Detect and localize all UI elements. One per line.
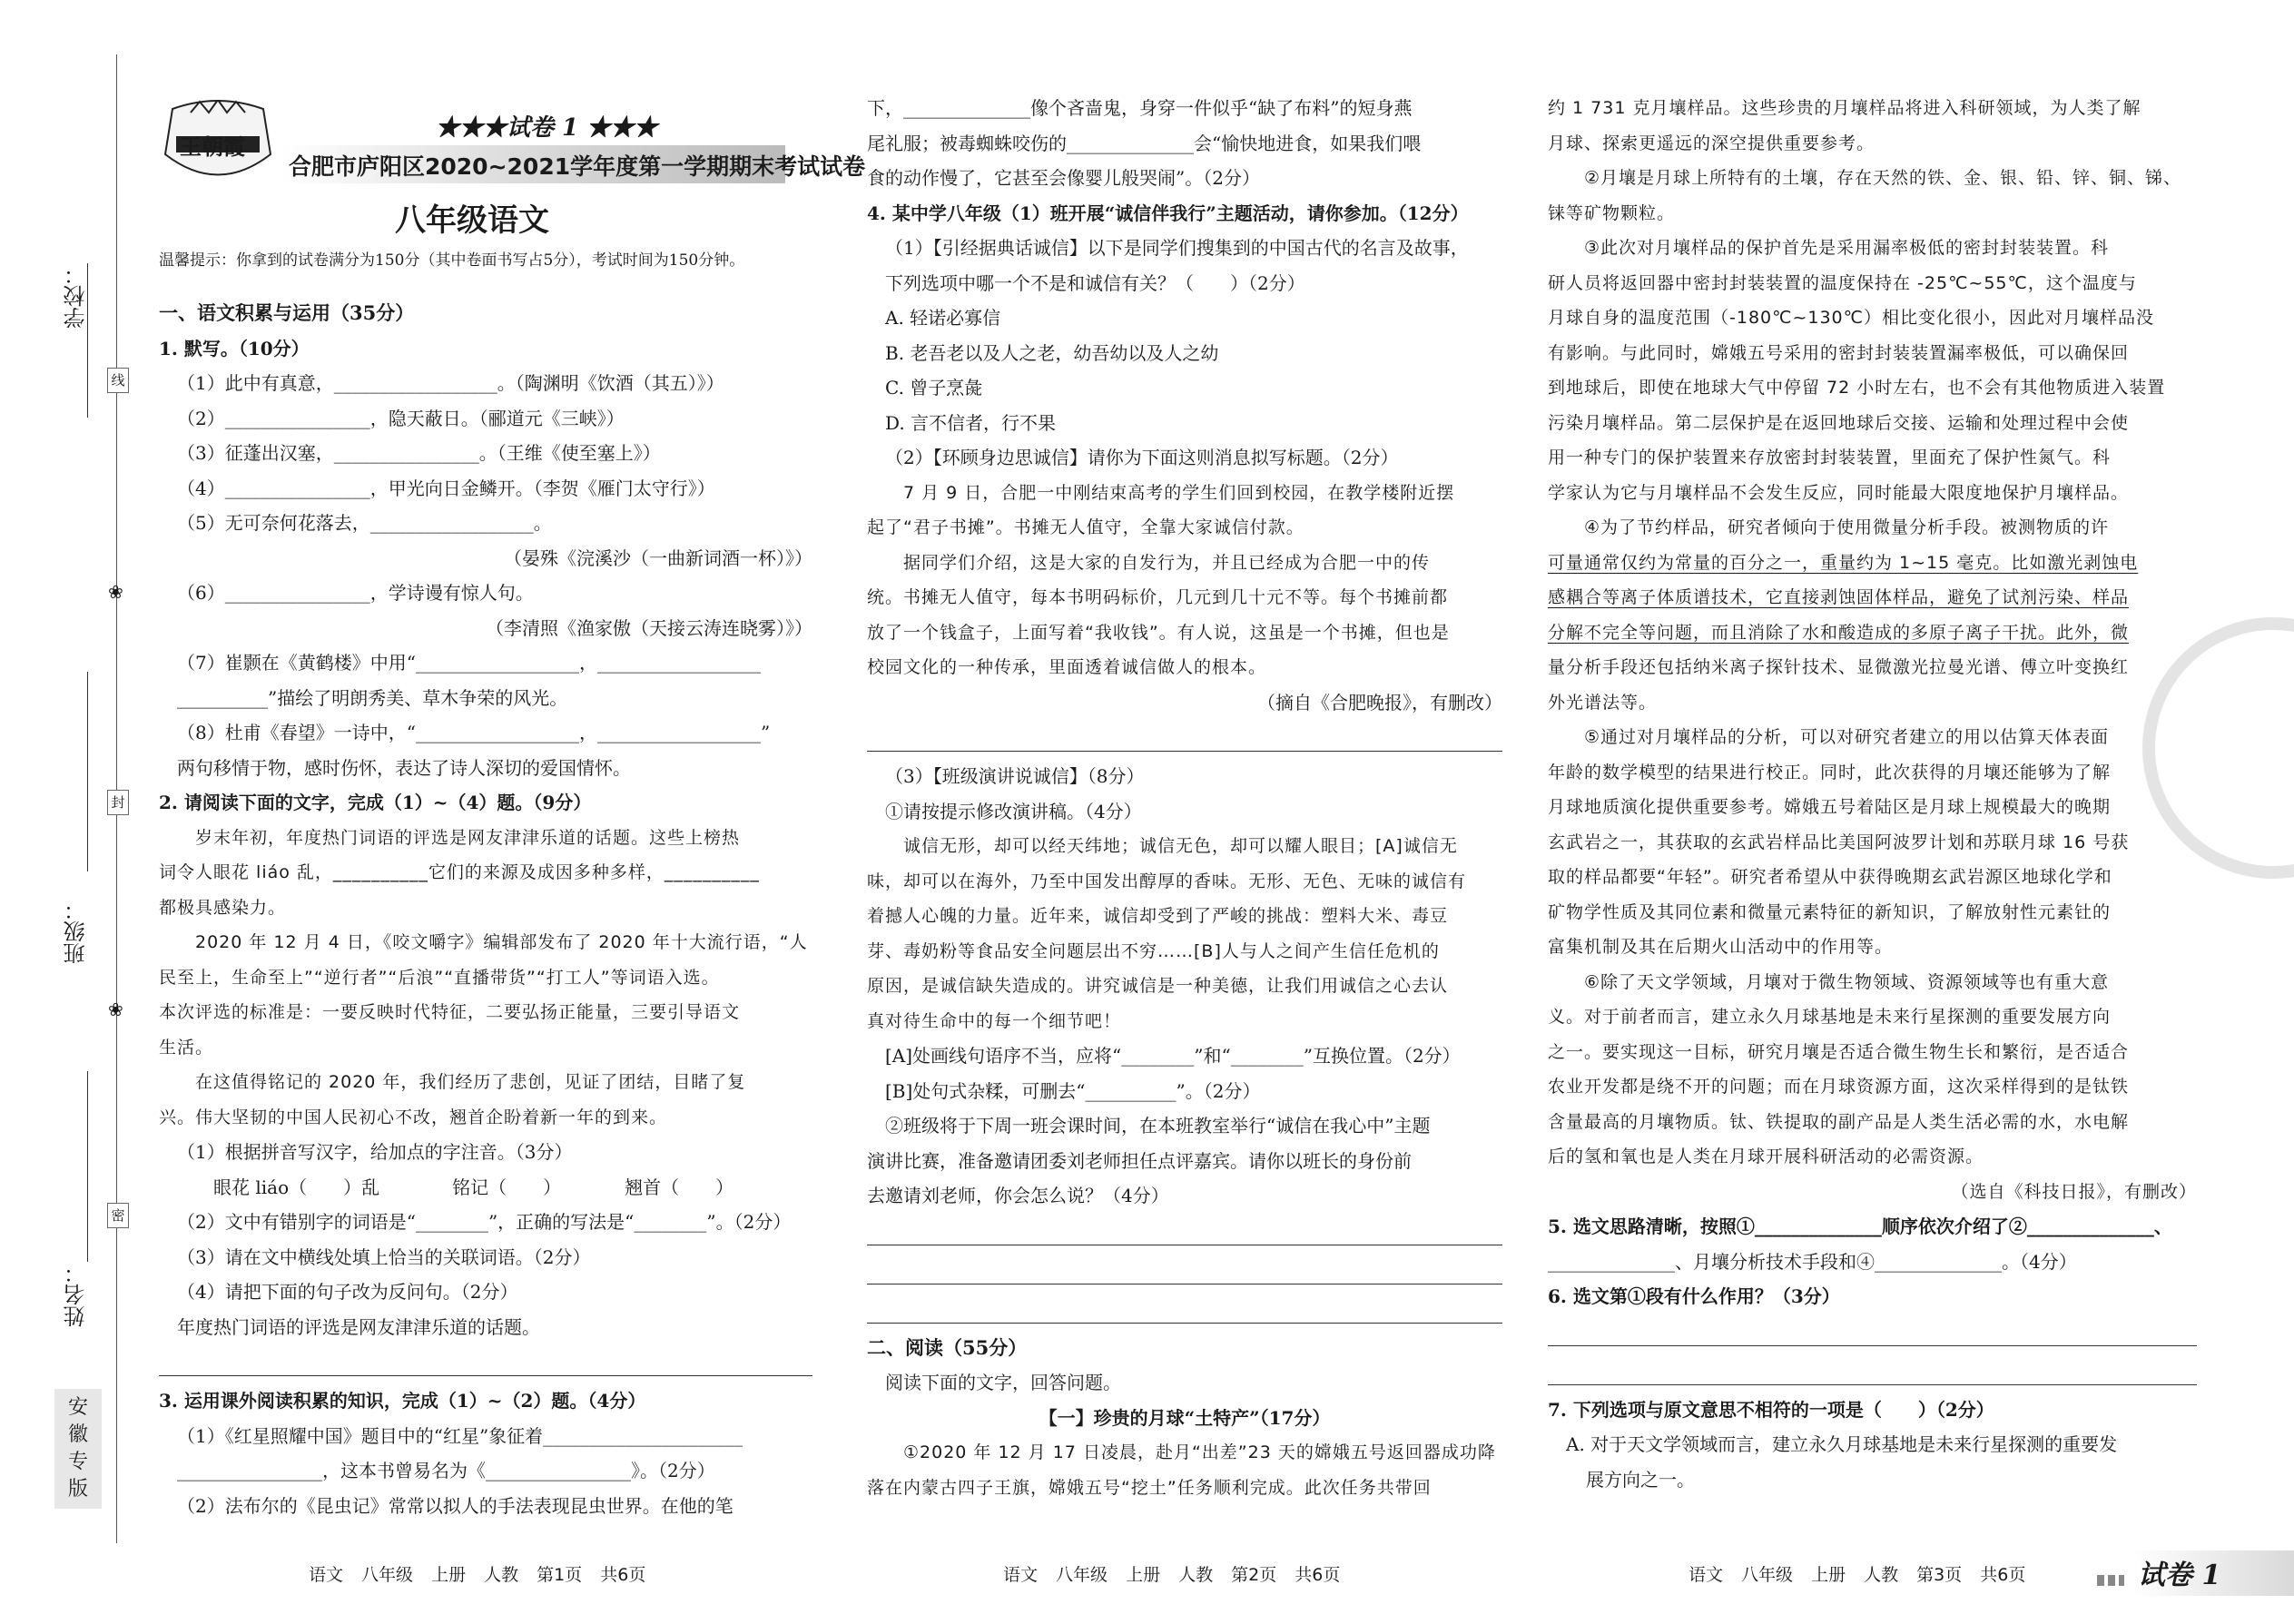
q1-item: （7）崔颢在《黄鹤楼》中用“__________________，__________________ [177, 652, 761, 674]
reading-line: 月球、探索更遥远的深空提供重要参考。 [1548, 133, 1876, 153]
q4-item: （3）【班级演讲说诚信】（8分） [885, 765, 1145, 787]
footer-page-3: 语文 八年级 上册 人教 第3页 共6页 [1689, 1565, 2026, 1585]
badge-char: 专 [67, 1451, 88, 1473]
reading-line: 学家认为它与月壤样品不会发生反应，同时能最大限度地保护月壤样品。 [1548, 482, 2130, 503]
seal-seal-marker: 封 [107, 790, 129, 815]
q1-item: （2）________________，隐天蔽日。（郦道元《三峡》） [177, 407, 625, 429]
marker-squares [2097, 1575, 2124, 1586]
passage-line: 7 月 9 日，合肥一中刚结束高考的学生们回到校园，在教学楼附近摆 [903, 482, 1455, 503]
reading-line: 矿物学性质及其同位素和微量元素特征的新知识，了解放射性元素钍的 [1548, 901, 2112, 922]
q2-item: （2）文中有错别字的词语是“________”，正确的写法是“________”。（2分） [177, 1211, 792, 1233]
passage-source: （摘自《合肥晚报》，有删改） [1257, 691, 1502, 714]
reading-line: 量分析手段还包括纳米离子探针技术、显微激光拉曼光谱、傅立叶变换红 [1548, 657, 2130, 677]
q1-item: （4）________________，甲光向日金鳞开。（李贺《雁门太守行》） [177, 477, 715, 499]
question-2: 2. 请阅读下面的文字，完成（1）~（4）题。（9分） [159, 792, 592, 813]
reading-line: 年龄的数学模型的结果进行校正。同时，此次获得的月壤还能够为了解 [1548, 762, 2112, 782]
q4-item: 去邀请刘老师，你会怎么说？（4分） [867, 1185, 1169, 1206]
q2-item: （3）请在文中横线处填上恰当的关联词语。（2分） [177, 1245, 591, 1268]
q1-item: （6）________________，学诗谩有惊人句。 [177, 582, 534, 604]
reading-line: 后的氢和氧也是人类在月球开展科研活动的必需资源。 [1548, 1147, 1984, 1166]
passage-line: 兴。伟大坚韧的中国人民初心不改，翘首企盼着新一年的到来。 [159, 1107, 668, 1127]
reading-line: 外光谱法等。 [1548, 692, 1658, 713]
q3-item: （2）法布尔的《昆虫记》常常以拟人的手法表现昆虫世界。在他的笔 [177, 1494, 733, 1517]
q4-item: 下列选项中哪一个不是和诚信有关？（ ）（2分） [885, 271, 1305, 294]
class-underline [87, 672, 88, 871]
passage-line: 词令人眼花 liáo 乱，__________它们的来源及成因多种多样，__________ [159, 862, 760, 882]
reading-line: 月球地质演化提供重要参考。嫦娥五号着陆区是月球上规模最大的晚期 [1548, 797, 2112, 817]
speech-line: 味，却可以在海外，乃至中国发出醇厚的香味。无形、无色、无味的诚信有 [867, 871, 1467, 891]
seal-secret-marker: 密 [107, 1203, 129, 1228]
class-label: 班级： [64, 899, 89, 964]
reading-line: 研人员将返回器中密封封装装置的温度保持在 -25℃~55℃，这个温度与 [1548, 272, 2137, 293]
answer-line[interactable] [1548, 1314, 2197, 1346]
name-label: 姓名： [64, 1262, 89, 1327]
answer-line[interactable] [867, 720, 1502, 752]
reading-line-underlined: 分解不完全等问题，而且消除了水和酸造成的多原子离子干扰。此外，微 [1548, 622, 2130, 643]
option-a: A. 轻诺必寡信 [885, 307, 1001, 329]
school-underline [87, 263, 88, 418]
option-c: C. 曾子烹彘 [885, 377, 983, 399]
reading-line-underlined: 可量通常仅约为常量的百分之一，重量约为 1~15 毫克。比如激光剥蚀电 [1548, 552, 2139, 573]
speech-line: 着撼人心魄的力量。近年来，诚信却受到了严峻的挑战：塑料大米、毒豆 [867, 906, 1449, 926]
speech-line: 原因，是诚信缺失造成的。讲究诚信是一种美德，让我们用诚信之心去认 [867, 976, 1449, 996]
passage-line: 民至上，生命至上”“逆行者”“后浪”“直播带货”“打工人”等词语入选。 [159, 967, 720, 988]
speech-line: 真对待生命中的每一个细节吧！ [867, 1010, 1122, 1031]
exam-tip: 温馨提示：你拿到的试卷满分为150分（其中卷面书写占5分），考试时间为150分钟。 [159, 251, 745, 270]
reading-line: 富集机制及其在后期火山活动中的作用等。 [1548, 937, 1894, 957]
reading-line: 到地球后，即使在地球大气中停留 72 小时左右，也不会有其他物质进入装置 [1548, 378, 2166, 398]
question-4: 4. 某中学八年级（1）班开展“诚信伴我行”主题活动，请你参加。（12分） [867, 202, 1469, 224]
q4-item: （2）【环顾身边思诚信】请你为下面这则消息拟写标题。（2分） [885, 447, 1399, 468]
q1-item: （1）此中有真意，__________________。（陶渊明《饮酒（其五）》） [177, 372, 724, 394]
q1-item: 两句移情于物，感时伤怀，表达了诗人深切的爱国情怀。 [177, 756, 631, 779]
option-b: B. 老吾老以及人之老，幼吾幼以及人之幼 [885, 341, 1219, 364]
q4-item: 演讲比赛，准备邀请团委刘老师担任点评嘉宾。请你以班长的身份前 [867, 1149, 1412, 1172]
answer-line[interactable] [867, 1214, 1502, 1245]
reading-instruction: 阅读下面的文字，回答问题。 [885, 1372, 1121, 1393]
q3-item: （1）《红星照耀中国》题目中的“红星”象征着______________________ [177, 1424, 743, 1447]
reading-line: ①2020 年 12 月 17 日凌晨，赴月“出差”23 天的嫦娥五号返回器成功降 [903, 1442, 1496, 1462]
passage-line: 本次评选的标准是：一要反映时代特征，二要弘扬正能量，三要引导语文 [159, 1002, 741, 1022]
q1-item: （5）无可奈何花落去，__________________。 [177, 512, 552, 534]
q1-item: （8）杜甫《春望》一诗中，“__________________，__________________” [177, 722, 771, 743]
q4-item: （1）【引经据典话诚信】以下是同学们搜集到的中国古代的名言及故事， [885, 237, 1469, 259]
province-badge [54, 1389, 102, 1509]
logo [154, 100, 281, 191]
reading-line: 铼等矿物颗粒。 [1548, 202, 1676, 223]
reading-line: ⑥除了天文学领域，月壤对于微生物领域、资源领域等也有重大意 [1584, 971, 2110, 992]
section-heading: 一、语文积累与运用（35分） [159, 301, 415, 324]
passage-line: 起了“君子书摊”。书摊无人值守，全靠大家诚信付款。 [867, 517, 1305, 537]
q3-continued: 食的动作慢了，它甚至会像婴儿般哭闹”。（2分） [867, 167, 1260, 189]
reading-line: 取的样品都要“年轻”。研究者希望从中获得晚期玄武岩源区地球化学和 [1548, 867, 2112, 887]
reading-line: 义。对于前者而言，建立永久月球基地是未来行星探测的重要发展方向 [1548, 1007, 2112, 1027]
speech-line: 诚信无形，却可以经天纬地；诚信无色，却可以耀人眼目；[A]诚信无 [903, 836, 1458, 856]
paper-mark: 试卷 1 [2138, 1560, 2221, 1591]
reading-title: 【一】珍贵的月球“土特产”（17分） [1039, 1406, 1331, 1429]
q2-item: 眼花 liáo（ ）乱 铭记（ ） 翘首（ ） [213, 1176, 734, 1198]
reading-line: 落在内蒙古四子王旗，嫦娥五号“挖土”任务顺利完成。此次任务共带回 [867, 1477, 1432, 1498]
reading-line: 约 1 731 克月壤样品。这些珍贵的月壤样品将进入科研领域，为人类了解 [1548, 98, 2141, 118]
subject-title: 八年级语文 [395, 202, 549, 239]
question-5: 5. 选文思路清晰，按照①______________顺序依次介绍了②______________、 [1548, 1216, 2172, 1237]
answer-line[interactable] [867, 1253, 1502, 1284]
q4-item: [A]处画线句语序不当，应将“________”和“________”互换位置。（2分） [885, 1045, 1461, 1067]
column-1 [159, 296, 812, 1523]
speech-line: 芽、毒奶粉等食品安全问题层出不穷……[B]人与人之间产生信任危机的 [867, 940, 1440, 961]
reading-line: 之一。要实现这一目标，研究月壤是否适合微生物生长和繁衍，是否适合 [1548, 1041, 2130, 1062]
passage-line: 校园文化的一种传承，里面透着诚信做人的根本。 [867, 657, 1267, 677]
option-d: D. 言不信者，行不果 [885, 411, 1057, 434]
school-label: 学校： [64, 263, 89, 329]
answer-line[interactable] [159, 1344, 812, 1376]
badge-char: 安 [67, 1396, 88, 1419]
q3-continued: 下，______________像个吝啬鬼，身穿一件似乎“缺了布料”的短身燕 [867, 97, 1413, 119]
passage-line: 2020 年 12 月 4 日，《咬文嚼字》编辑部发布了 2020 年十大流行语，“人 [195, 932, 808, 952]
question-1: 1. 默写。（10分） [159, 337, 310, 359]
q7-option-a: A. 对于天文学领域而言，建立永久月球基地是未来行星探测的重要发 [1566, 1433, 2118, 1455]
reading-line: ④为了节约样品，研究者倾向于使用微量分析手段。被测物质的许 [1584, 517, 2110, 537]
flower-icon: ❀ [108, 581, 123, 603]
answer-line[interactable] [867, 1292, 1502, 1324]
question-6: 6. 选文第①段有什么作用？（3分） [1548, 1285, 1840, 1307]
question-5-cont: ______________、月壤分析技术手段和④______________。（4分） [1548, 1250, 2077, 1273]
passage-line: 统。书摊无人值守，每本书明码标价，几元到几十元不等。每个书摊前都 [867, 587, 1449, 607]
seal-line-marker: 线 [107, 368, 129, 393]
passage-line: 生活。 [159, 1037, 214, 1058]
q1-item: __________”描绘了明朗秀美、草木争荣的风光。 [177, 686, 568, 709]
passage-line: 据同学们介绍，这是大家的自发行为，并且已经成为合肥一中的传 [903, 552, 1431, 573]
passage-line: 岁末年初，年度热门词语的评选是网友津津乐道的话题。这些上榜热 [195, 827, 741, 848]
logo-text: 王朝霞 [180, 133, 245, 160]
reading-line: 用一种专门的保护装置来存放密封封装装置，里面充了保护性氮气。科 [1548, 448, 2112, 468]
exam-title: 合肥市庐阳区2020~2021学年度第一学期期末考试试卷 [289, 153, 866, 180]
q1-source: （李清照《渔家傲（天接云涛连晓雾）》） [486, 616, 812, 639]
reading-line: ②月壤是月球上所特有的土壤，存在天然的铁、金、银、铅、锌、铜、锑、 [1584, 168, 2182, 188]
q3-item: ________________，这本书曾易名为《________________》。（2分） [177, 1460, 715, 1481]
reading-source: （选自《科技日报》，有删改） [1951, 1181, 2197, 1202]
answer-line[interactable] [1548, 1353, 2197, 1385]
section-heading: 二、阅读（55分） [867, 1335, 1028, 1359]
q1-item: （3）征蓬出汉塞，________________。（王维《使至塞上》） [177, 442, 661, 464]
q4-item: [B]处句式杂糅，可删去“__________”。（2分） [885, 1079, 1261, 1102]
badge-char: 徽 [67, 1423, 88, 1446]
column-3 [1548, 91, 2197, 1497]
q2-item: 年度热门词语的评选是网友津津乐道的话题。 [177, 1315, 540, 1338]
q2-item: （4）请把下面的句子改为反问句。（2分） [177, 1281, 518, 1303]
passage-line: 都极具感染力。 [159, 897, 287, 918]
reading-line: 玄武岩之一，其获取的玄武岩样品比美国阿波罗计划和苏联月球 16 号获 [1548, 832, 2130, 852]
reading-line: 含量最高的月壤物质。钛、铁提取的副产品是人类生活必需的水，水电解 [1548, 1111, 2130, 1132]
flower-icon: ❀ [108, 999, 123, 1020]
paper-number: ★★★试卷 1 ★★★ [436, 114, 658, 142]
q3-continued: 尾礼服；被毒蜘蛛咬伤的______________会“愉快地进食，如果我们喂 [867, 132, 1422, 154]
passage-line: 放了一个钱盒子，上面写着“我收钱”。有人说，这虽是一个书摊，但也是 [867, 622, 1450, 643]
reading-line-underlined: 感耦合等离子体质谱技术，它直接剥蚀固体样品，避免了试剂污染、样品 [1548, 587, 2130, 607]
reading-line: 月球自身的温度范围（-180℃~130℃）相比变化很小，因此对月壤样品没 [1548, 308, 2154, 328]
question-7: 7. 下列选项与原文意思不相符的一项是（ ）（2分） [1548, 1398, 1994, 1421]
passage-line: 在这值得铭记的 2020 年，我们经历了悲创，见证了团结，目睹了复 [195, 1072, 746, 1092]
reading-line: ⑤通过对月壤样品的分析，可以对研究者建立的用以估算天体表面 [1584, 727, 2110, 747]
q4-item: ②班级将于下周一班会课时间，在本班教室举行“诚信在我心中”主题 [885, 1115, 1431, 1137]
footer-page-1: 语文 八年级 上册 人教 第1页 共6页 [309, 1565, 646, 1585]
reading-line: 污染月壤样品。第二层保护是在返回地球后交接、运输和处理过程中会使 [1548, 412, 2130, 433]
question-3: 3. 运用课外阅读积累的知识，完成（1）~（2）题。（4分） [159, 1390, 646, 1412]
q1-source: （晏殊《浣溪沙（一曲新词酒一杯）》） [504, 546, 812, 569]
column-2 [867, 91, 1502, 1505]
footer-page-2: 语文 八年级 上册 人教 第2页 共6页 [1003, 1565, 1341, 1585]
reading-line: 农业开发都是绕不开的问题；而在月球资源方面，这次采样得到的是钛铁 [1548, 1077, 2130, 1097]
reading-line: ③此次对月壤样品的保护首先是采用漏率极低的密封封装装置。科 [1584, 238, 2110, 258]
q4-item: ①请按提示修改演讲稿。（4分） [885, 800, 1142, 822]
q2-item: （1）根据拼音写汉字，给加点的字注音。（3分） [177, 1141, 573, 1163]
badge-char: 版 [67, 1478, 88, 1501]
name-underline [87, 1071, 88, 1262]
reading-line: 有影响。与此同时，嫦娥五号采用的密封封装装置漏率极低，可以确保回 [1548, 342, 2130, 363]
q7-option-a-cont: 展方向之一。 [1586, 1468, 1695, 1491]
